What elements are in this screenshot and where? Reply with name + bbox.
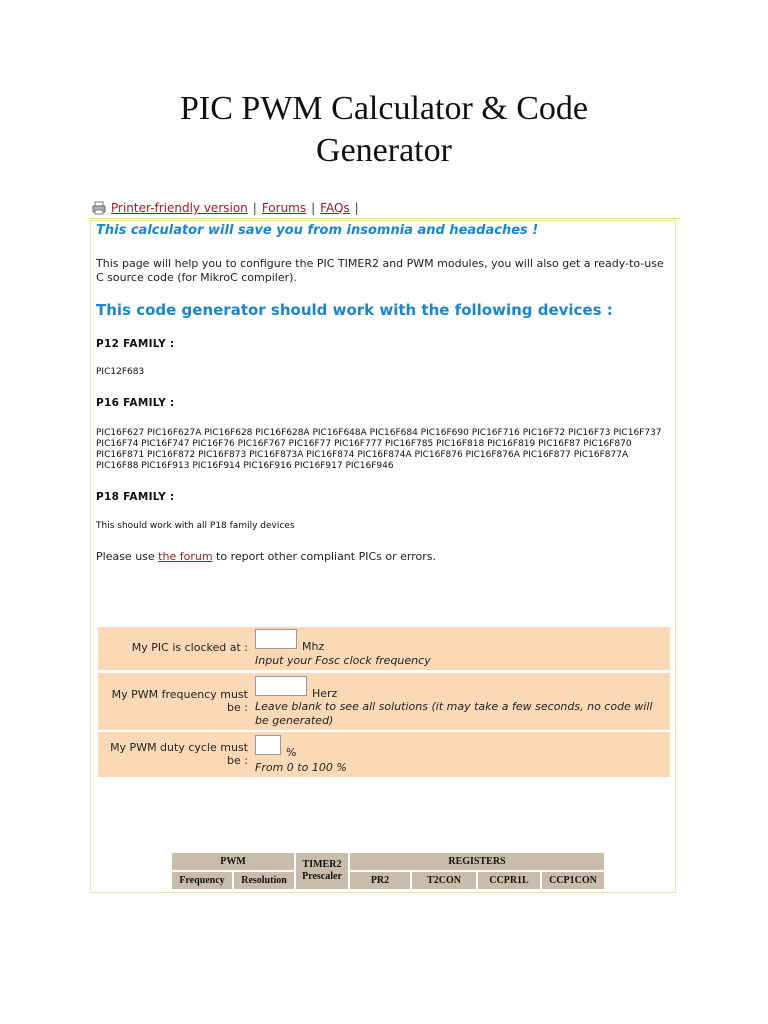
duty-input[interactable]: [255, 735, 281, 755]
report-prefix: Please use: [96, 550, 155, 563]
clock-label: My PIC is clocked at :: [131, 641, 248, 654]
clock-unit: Mhz: [302, 640, 325, 653]
ccpr1l-column: CCPR1L: [478, 872, 540, 889]
faqs-link[interactable]: FAQs: [320, 201, 350, 215]
frequency-column: Frequency: [172, 872, 232, 889]
printer-friendly-link[interactable]: Printer-friendly version: [111, 201, 248, 215]
frequency-hint: Leave blank to see all solutions (it may take a few seconds, no code will be generated): [255, 700, 653, 727]
p18-device-note: This should work with all P18 family devices: [96, 521, 295, 531]
page-title: [0, 88, 768, 172]
p18-family-label: P18 FAMILY :: [96, 491, 175, 503]
report-suffix: to report other compliant PICs or errors.: [216, 550, 436, 563]
toolbar-separator: |: [252, 201, 257, 215]
clock-input[interactable]: [255, 629, 297, 649]
tagline: This calculator will save you from insomnia and headaches !: [96, 223, 539, 238]
frequency-unit: Herz: [312, 687, 338, 700]
forums-link[interactable]: Forums: [261, 201, 307, 215]
page-title-line-1: PIC PWM Calculator & Code: [180, 90, 588, 127]
p16-family-label: P16 FAMILY :: [96, 397, 175, 409]
duty-unit: %: [286, 746, 297, 759]
page-toolbar: [92, 201, 364, 215]
duty-row: [98, 732, 670, 777]
timer2-prescaler-header: TIMER2 Prescaler: [296, 853, 348, 889]
toolbar-separator: |: [354, 201, 359, 215]
p12-family-label: P12 FAMILY :: [96, 338, 175, 350]
frequency-label: My PWM frequency must be :: [111, 688, 248, 714]
clock-hint: Input your Fosc clock frequency: [255, 654, 431, 667]
devices-heading: This code generator should work with the following devices :: [96, 301, 613, 319]
intro-text: This page will help you to configure the PIC TIMER2 and PWM modules, you will also get a ready-to-use C source code (for MikroC compiler).: [96, 257, 664, 284]
report-text: [96, 550, 436, 563]
p16-device-list: PIC16F627 PIC16F627A PIC16F628 PIC16F628A PIC16F648A PIC16F684 PIC16F690 PIC16F716 PIC16F72 PIC16F73 PIC16F737 PIC16F74 PIC16F747 PIC16F76 PIC16F767 PIC16F77 PIC16F777 PIC16F785 PIC16F818 PIC16F819 PIC16F87 PIC16F870 PIC16F871 PIC16F872 PIC16F873 PIC16F873A PIC16F874 PIC16F874A PIC16F876 PIC16F876A PIC16F877 PIC16F877A PIC16F88 PIC16F913 PIC16F914 PIC16F916 PIC16F917 PIC16F946: [96, 428, 662, 471]
registers-header: REGISTERS: [350, 853, 604, 870]
pr2-column: PR2: [350, 872, 410, 889]
panel-divider: [90, 218, 680, 219]
pwm-header: PWM: [172, 853, 294, 870]
t2con-column: T2CON: [412, 872, 476, 889]
results-table: [170, 851, 606, 891]
duty-label: My PWM duty cycle must be :: [110, 741, 248, 767]
frequency-row: [98, 673, 670, 730]
printer-icon[interactable]: [92, 201, 106, 215]
forum-link[interactable]: the forum: [158, 550, 213, 563]
clock-row: [98, 627, 670, 670]
duty-hint: From 0 to 100 %: [255, 761, 347, 774]
toolbar-separator: |: [311, 201, 316, 215]
p12-device-list: PIC12F683: [96, 367, 145, 377]
frequency-input[interactable]: [255, 676, 307, 696]
page-title-line-2: Generator: [316, 132, 452, 169]
resolution-column: Resolution: [234, 872, 294, 889]
ccp1con-column: CCP1CON: [542, 872, 604, 889]
